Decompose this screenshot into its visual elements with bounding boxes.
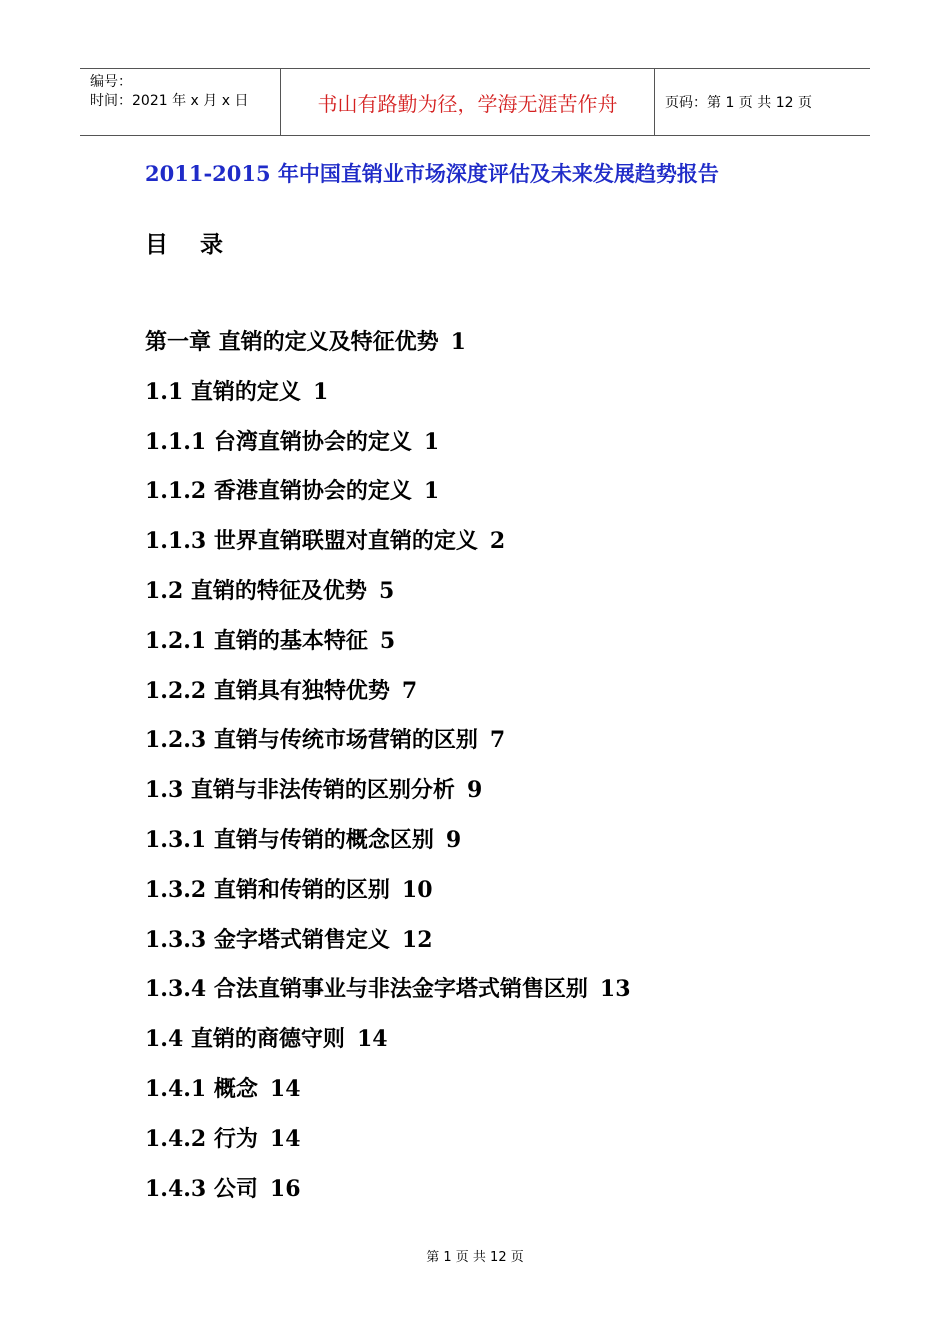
toc-entry-text: 1.4.3 公司 (145, 1175, 258, 1202)
toc-entry-page: 1 (423, 428, 440, 455)
toc-entry[interactable] (145, 723, 631, 773)
toc-entry[interactable] (145, 972, 631, 1022)
toc-entry-page: 14 (269, 1125, 301, 1152)
toc-entry-page: 5 (378, 577, 395, 604)
toc-entry-text: 1.2.1 直销的基本特征 (145, 627, 368, 654)
toc-entry-page: 9 (445, 826, 462, 853)
header-page-info: 页码：第 1 页 共 12 页 (665, 95, 812, 111)
toc-entry-text: 1.3.1 直销与传销的概念区别 (145, 826, 434, 853)
toc-entry-page: 1 (450, 329, 466, 355)
toc-entry[interactable] (145, 1022, 631, 1072)
toc-entry-text: 1.1.3 世界直销联盟对直销的定义 (145, 528, 478, 555)
toc-entry-text: 1.4.1 概念 (145, 1075, 258, 1102)
toc-entry-text: 1.4.2 行为 (145, 1125, 258, 1152)
toc-entry[interactable] (145, 624, 631, 674)
toc-entry[interactable] (145, 524, 631, 574)
toc-entry-page: 12 (401, 926, 433, 953)
toc-entry-text: 1.3 直销与非法传销的区别分析 (145, 777, 455, 804)
toc-entry[interactable] (145, 574, 631, 624)
header-time-line: 时间：2021 年 x 月 x 日 (90, 93, 249, 109)
toc-entry-text: 1.2.2 直销具有独特优势 (145, 677, 390, 704)
toc-entry-text: 1.1 直销的定义 (145, 378, 301, 405)
toc-entry-page: 5 (379, 627, 396, 654)
toc-entry-text: 1.2.3 直销与传统市场营销的区别 (145, 727, 478, 754)
toc-entry-page: 13 (599, 976, 631, 1003)
toc-entry[interactable] (145, 674, 631, 724)
header-number-label: 编号： (90, 74, 132, 90)
toc-entry-page: 14 (356, 1026, 388, 1053)
toc-entry-text: 第一章 直销的定义及特征优势 (145, 329, 439, 355)
toc-entry-page: 1 (312, 378, 329, 405)
toc-entry-page: 7 (401, 677, 418, 704)
toc-entry-page: 7 (489, 727, 506, 754)
document-title: 2011-2015 年中国直销业市场深度评估及未来发展趋势报告 (145, 161, 719, 186)
page-header (80, 68, 870, 136)
toc-entry-text: 1.3.2 直销和传销的区别 (145, 876, 390, 903)
toc-entry[interactable] (145, 1172, 631, 1222)
toc-entry-page: 2 (489, 528, 506, 555)
table-of-contents (145, 325, 631, 1221)
toc-entry-page: 16 (269, 1175, 301, 1202)
toc-entry[interactable] (145, 773, 631, 823)
header-meta-cell (80, 69, 281, 135)
toc-entry-text: 1.1.2 香港直销协会的定义 (145, 478, 412, 505)
toc-heading: 目 录 (145, 231, 236, 258)
toc-entry[interactable] (145, 873, 631, 923)
header-motto: 书山有路勤为径，学海无涯苦作舟 (281, 69, 655, 135)
toc-entry-page: 10 (401, 876, 433, 903)
toc-entry[interactable] (145, 823, 631, 873)
toc-entry[interactable] (145, 1072, 631, 1122)
toc-entry-text: 1.3.4 合法直销事业与非法金字塔式销售区别 (145, 976, 588, 1003)
toc-entry-text: 1.2 直销的特征及优势 (145, 577, 367, 604)
toc-entry-page: 1 (423, 478, 440, 505)
toc-entry-page: 14 (269, 1075, 301, 1102)
page-footer: 第 1 页 共 12 页 (426, 1250, 524, 1265)
toc-entry[interactable] (145, 375, 631, 425)
toc-entry[interactable] (145, 425, 631, 475)
toc-entry[interactable] (145, 325, 631, 375)
toc-entry-text: 1.4 直销的商德守则 (145, 1026, 345, 1053)
toc-entry-text: 1.3.3 金字塔式销售定义 (145, 926, 390, 953)
toc-entry[interactable] (145, 1122, 631, 1172)
toc-entry[interactable] (145, 923, 631, 973)
toc-entry-page: 9 (466, 777, 483, 804)
toc-entry[interactable] (145, 474, 631, 524)
toc-entry-text: 1.1.1 台湾直销协会的定义 (145, 428, 412, 455)
